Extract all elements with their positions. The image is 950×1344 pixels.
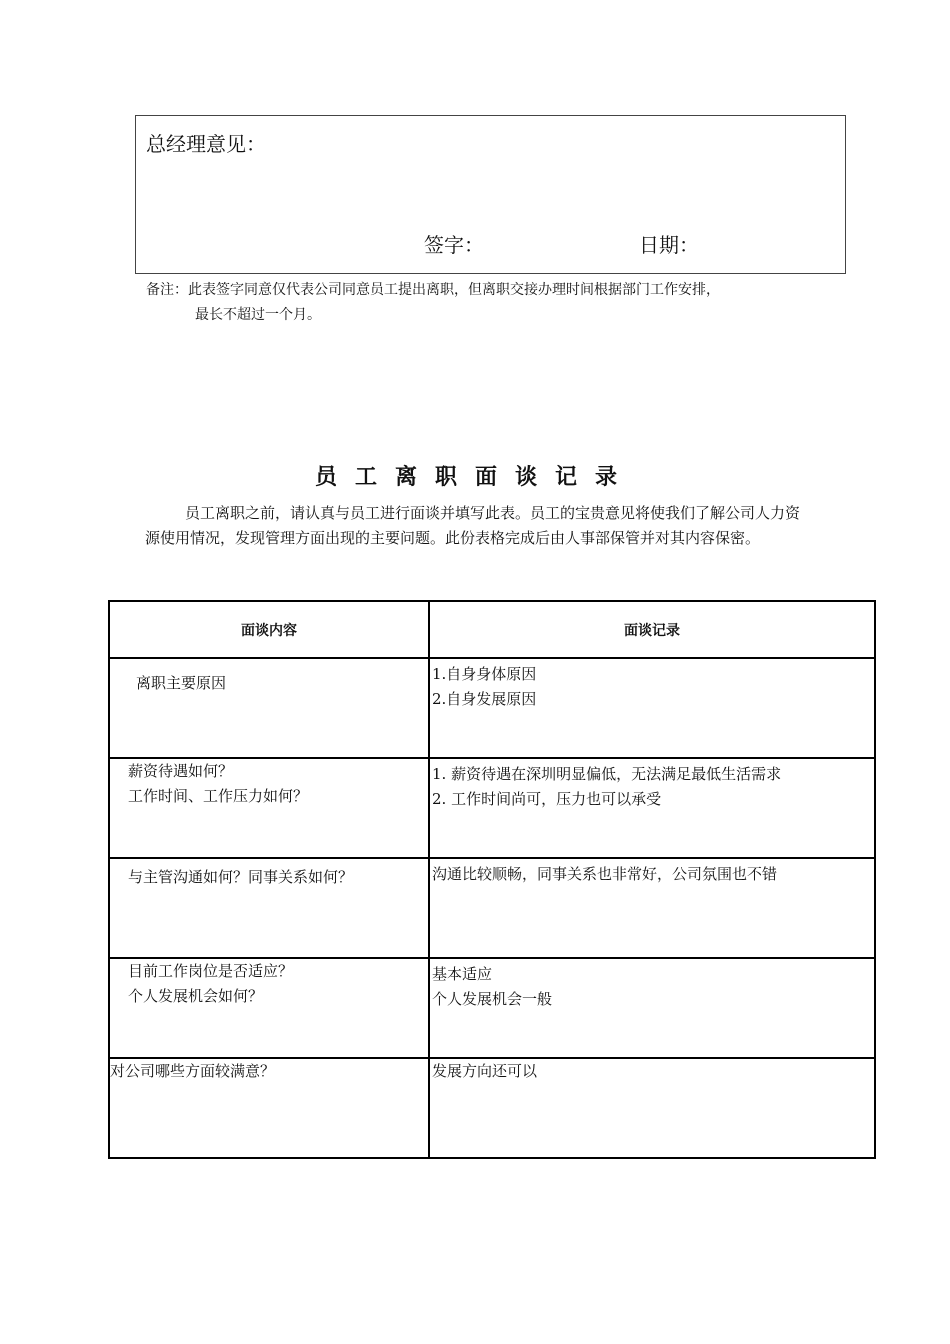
table-row [109,858,875,958]
answer-line: 基本适应 [432,965,493,983]
interview-table [108,600,876,1159]
gm-opinion-label: 总经理意见： [146,132,266,156]
table-row [109,1058,875,1158]
intro-paragraph: 员工离职之前，请认真与员工进行面谈并填写此表。员工的宝贵意见将使我们了解公司人力资源使用情况，发现管理方面出现的主要问题。此份表格完成后由人事部保管并对其内容保密。 [145,504,801,547]
answer-cell [429,758,875,858]
answer-line: 沟通比较顺畅，同事关系也非常好，公司氛围也不错 [432,865,778,883]
answer-line: 发展方向还可以 [432,1062,538,1080]
question-cell [109,758,429,858]
date-label: 日期： [639,233,699,257]
answer-cell [429,658,875,758]
answer-cell [429,958,875,1058]
question-cell [109,858,429,958]
header-interview-content: 面谈内容 [109,601,429,658]
table-row [109,758,875,858]
table-row [109,658,875,758]
question-line: 目前工作岗位是否适应？ [128,962,294,980]
question-cell [109,958,429,1058]
answer-line: 个人发展机会一般 [432,990,553,1008]
question-line: 个人发展机会如何？ [128,987,264,1005]
answer-line: 1.自身身体原因 [432,665,537,683]
answer-cell [429,1058,875,1158]
note-line-1: 备注：此表签字同意仅代表公司同意员工提出离职，但离职交接办理时间根据部门工作安排， [146,282,720,298]
question-cell [109,658,429,758]
question-cell [109,1058,429,1158]
page-title: 员工离职面谈记录 [314,464,635,490]
answer-line: 2. 工作时间尚可，压力也可以承受 [432,790,662,808]
answer-line: 2.自身发展原因 [432,690,537,708]
table-header-row [109,601,875,658]
note-line-2: 最长不超过一个月。 [195,307,321,323]
table-row [109,958,875,1058]
signature-label: 签字： [424,233,484,257]
gm-opinion-box [135,115,846,274]
question-line: 薪资待遇如何？ [128,762,234,780]
question-line: 与主管沟通如何？同事关系如何？ [128,868,354,886]
answer-cell [429,858,875,958]
question-line: 工作时间、工作压力如何？ [128,787,309,805]
question-line: 对公司哪些方面较满意？ [110,1062,276,1080]
question-line: 离职主要原因 [136,674,227,692]
header-interview-record: 面谈记录 [429,601,875,658]
answer-line: 1. 薪资待遇在深圳明显偏低，无法满足最低生活需求 [432,765,782,783]
